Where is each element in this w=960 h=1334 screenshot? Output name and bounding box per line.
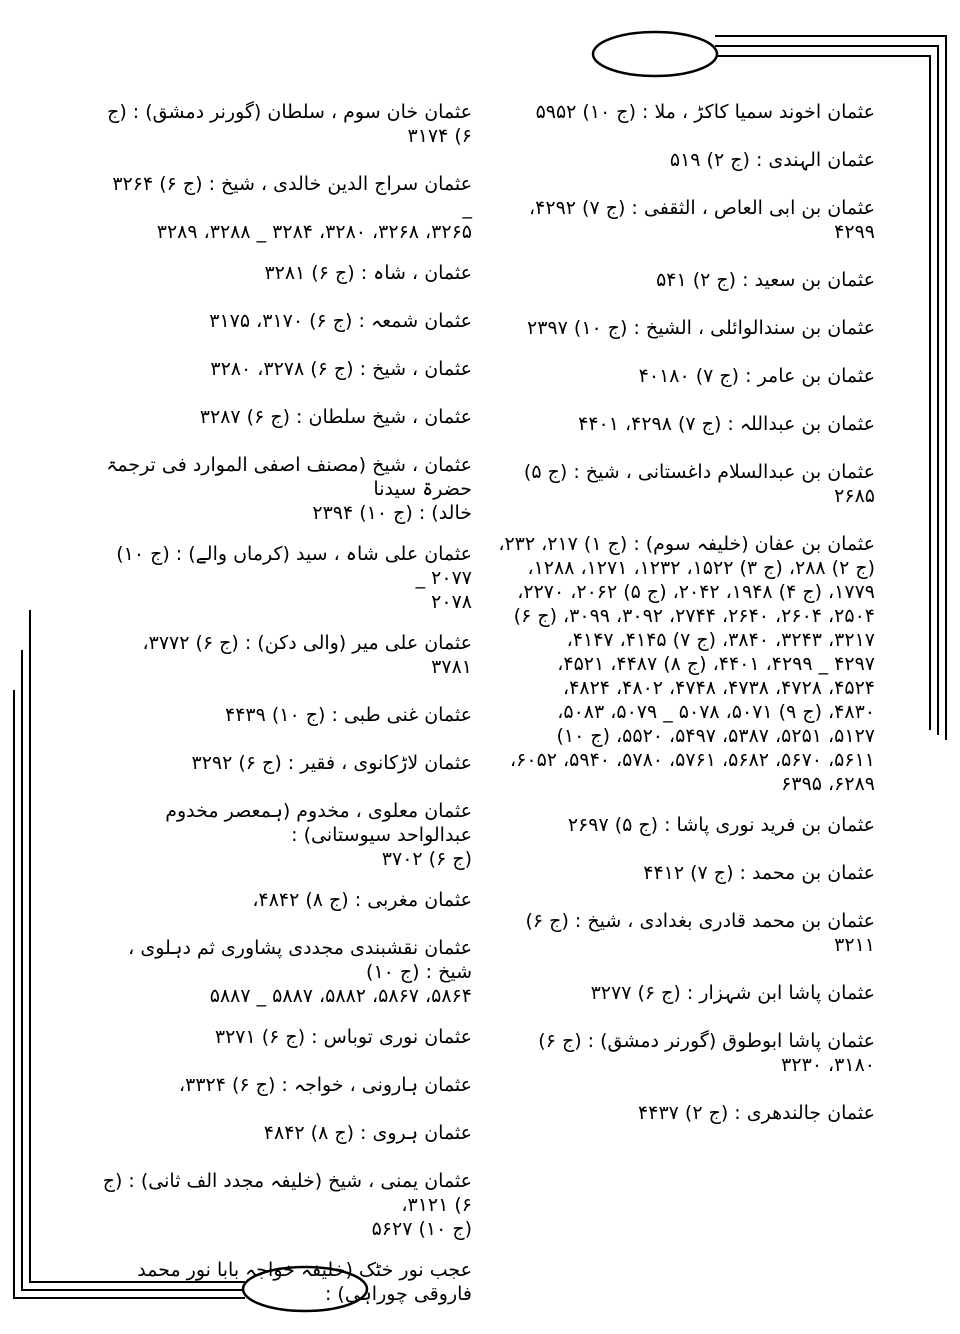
index-entry-line: عثمان علی میر (والی دکن) : (ج ۶) ۳۷۷۲، ۳۷۸۱ xyxy=(142,632,472,678)
index-entry-line: عثمان بن ابی العاص ، الثقفی : (ج ۷) ۴۲۹۲، ۴۲۹۹ xyxy=(529,197,875,243)
top-ornament-oval xyxy=(593,32,717,76)
index-entry-line: عثمان نقشبندی مجددی پشاوری ثم دہلوی ، شیخ : (ج ۱۰) xyxy=(128,937,472,983)
index-entry xyxy=(495,532,875,796)
index-entry xyxy=(100,100,472,148)
index-entry-line: ۶۲۸۹، ۶۳۹۵ xyxy=(781,773,875,795)
index-entry-line: عثمان اخوند سمیا کاکڑ ، ملا : (ج ۱۰) ۵۹۵۲ xyxy=(535,101,875,123)
index-entry-line: ۵۶۱۱، ۵۶۷۰، ۵۶۸۲، ۵۷۶۱، ۵۷۸۰، ۵۹۴۰، ۶۰۵۲، xyxy=(510,749,875,771)
index-entry-line: ۴۲۹۷ _ ۴۲۹۹، ۴۴۰۱، (ج ۸) ۴۴۸۷، ۴۵۲۱، xyxy=(557,653,875,675)
index-entry xyxy=(495,316,875,340)
index-entry-line: ۴۵۲۴، ۴۷۲۸، ۴۷۳۸، ۴۷۴۸، ۴۸۰۲، ۴۸۲۴، xyxy=(563,677,875,699)
index-entry-line: عثمان یمنی ، شیخ (خلیفہ مجدد الف ثانی) : (ج ۶) ۳۱۲۱، xyxy=(102,1170,472,1216)
index-entry-line: عثمان لاڑکانوی ، فقیر : (ج ۶) ۳۲۹۲ xyxy=(191,752,472,774)
index-entry-line: عثمان پاشا ابوطوق (گورنر دمشق) : (ج ۶) ۳۱۸۰، ۳۲۳۰ xyxy=(538,1030,875,1076)
index-entry xyxy=(100,1025,472,1049)
index-entry-line: عثمان ، شیخ سلطان : (ج ۶) ۳۲۸۷ xyxy=(199,406,472,428)
index-entry-line: عثمان ہروی : (ج ۸) ۴۸۴۲ xyxy=(263,1122,472,1144)
index-entry xyxy=(495,1029,875,1077)
index-entry xyxy=(100,309,472,333)
index-entry xyxy=(495,1101,875,1125)
index-entry xyxy=(100,357,472,381)
index-entry xyxy=(100,1121,472,1145)
index-entry xyxy=(100,405,472,429)
index-entry-line: عثمان بن عبدالسلام داغستانی ، شیخ : (ج ۵) ۲۶۸۵ xyxy=(523,461,875,507)
index-entry xyxy=(100,172,472,244)
index-entry-line: عثمان بن عفان (خلیفہ سوم) : (ج ۱) ۲۱۷، ۲۳۲، xyxy=(498,533,875,555)
index-entry xyxy=(100,453,472,525)
index-entry-line: (ج ۲) ۲۸۸، (ج ۳) ۱۵۲۲، ۱۲۳۲، ۱۲۷۱، ۱۲۸۸، xyxy=(527,557,875,579)
index-entry xyxy=(100,1258,472,1306)
index-entry xyxy=(495,148,875,172)
index-entry-line: عثمان مغربی : (ج ۸) ۴۸۴۲، xyxy=(252,889,472,911)
index-entry-line: عثمان غنی طبی : (ج ۱۰) ۴۴۳۹ xyxy=(225,704,472,726)
index-entry xyxy=(495,861,875,885)
index-entry-line: عثمان ہارونی ، خواجہ : (ج ۶) ۳۳۲۴، xyxy=(179,1074,472,1096)
index-entry xyxy=(100,631,472,679)
index-entry-line: عثمان بن عامر : (ج ۷) ۴۰۱۸۰ xyxy=(638,365,875,387)
index-entry-line: ۱۷۷۹، (ج ۴) ۱۹۴۸، ۲۰۴۲، (ج ۵) ۲۰۶۲، ۲۲۷۰، xyxy=(517,581,875,603)
index-entry-line: عثمان خان سوم ، سلطان (گورنر دمشق) : (ج ۶) ۳۱۷۴ xyxy=(107,101,472,147)
index-entry-line: عثمان شمعہ : (ج ۶) ۳۱۷۰، ۳۱۷۵ xyxy=(209,310,472,332)
index-entry-line: عثمان ، شاہ : (ج ۶) ۳۲۸۱ xyxy=(264,262,472,284)
index-entry-line: (ج ۶) ۳۷۰۲ xyxy=(381,848,472,870)
index-entry xyxy=(100,542,472,614)
index-entry xyxy=(495,364,875,388)
index-column-left xyxy=(100,100,472,1330)
index-entry-line: عجب نور خٹک (خلیفہ خواجہ بابا نور محمد فاروقی چوراہی) : xyxy=(137,1259,472,1305)
index-entry-line: عثمان معلوی ، مخدوم (ہمعصر مخدوم عبدالواحد سیوستانی) : xyxy=(165,800,472,846)
index-entry xyxy=(495,100,875,124)
index-entry xyxy=(495,268,875,292)
index-entry-line: خالد) : (ج ۱۰) ۲۳۹۴ xyxy=(312,502,472,524)
index-entry-line: عثمان پاشا ابن شہزار : (ج ۶) ۳۲۷۷ xyxy=(590,982,875,1004)
index-entry xyxy=(100,751,472,775)
index-column-right xyxy=(495,100,875,1149)
index-entry-line: عثمان ، شیخ : (ج ۶) ۳۲۷۸، ۳۲۸۰ xyxy=(210,358,472,380)
index-entry-line: ۲۰۷۸ xyxy=(431,591,472,613)
index-entry-line: عثمان بن سعید : (ج ۲) ۵۴۱ xyxy=(656,269,875,291)
index-entry xyxy=(495,981,875,1005)
index-entry xyxy=(100,1073,472,1097)
index-entry-line: (ج ۱۰) ۵۶۲۷ xyxy=(371,1218,472,1240)
index-entry xyxy=(100,1169,472,1241)
index-entry-line: عثمان علی شاہ ، سید (کرماں والے) : (ج ۱۰) ۲۰۷۷ _ xyxy=(116,543,472,589)
index-entry xyxy=(100,888,472,912)
index-entry-line: ۵۱۲۷، ۵۲۵۱، ۵۳۸۷، ۵۴۹۷، ۵۵۲۰، (ج ۱۰) xyxy=(556,725,875,747)
index-entry-line: ۴۸۳۰، (ج ۹) ۵۰۷۱، ۵۰۷۸ _ ۵۰۷۹، ۵۰۸۳، xyxy=(557,701,875,723)
index-entry-line: عثمان بن عبداللہ : (ج ۷) ۴۲۹۸، ۴۴۰۱ xyxy=(578,413,875,435)
index-entry-line: عثمان بن محمد قادری بغدادی ، شیخ : (ج ۶) ۳۲۱۱ xyxy=(525,910,875,956)
index-entry xyxy=(495,813,875,837)
index-entry xyxy=(495,412,875,436)
index-entry-line: عثمان الہندی : (ج ۲) ۵۱۹ xyxy=(669,149,875,171)
index-entry-line: عثمان بن محمد : (ج ۷) ۴۴۱۲ xyxy=(643,862,875,884)
index-entry-line: عثمان سراج الدین خالدی ، شیخ : (ج ۶) ۳۲۶۴ _ xyxy=(112,173,472,219)
index-entry-line: عثمان جالندھری : (ج ۲) ۴۴۳۷ xyxy=(638,1102,875,1124)
index-entry xyxy=(495,460,875,508)
index-entry-line: عثمان بن فرید نوری پاشا : (ج ۵) ۲۶۹۷ xyxy=(567,814,875,836)
index-entry xyxy=(100,703,472,727)
index-entry xyxy=(100,261,472,285)
index-entry xyxy=(100,799,472,871)
index-entry-line: عثمان ، شیخ (مصنف اصفی الموارد فی ترجمۃ حضرۃ سیدنا xyxy=(106,454,472,500)
index-entry-line: عثمان بن سندالوائلی ، الشیخ : (ج ۱۰) ۲۳۹۷ xyxy=(527,317,875,339)
index-entry-line: عثمان نوری توباس : (ج ۶) ۳۲۷۱ xyxy=(214,1026,472,1048)
index-entry xyxy=(100,936,472,1008)
index-entry-line: ۲۵۰۴، ۲۶۰۴، ۲۶۴۰، ۲۷۴۴، ۳۰۹۲، ۳۰۹۹، (ج ۶) xyxy=(513,605,875,627)
index-entry-line: ۳۲۱۷، ۳۲۴۳، ۳۸۴۰، (ج ۷) ۴۱۴۵، ۴۱۴۷، xyxy=(566,629,875,651)
index-entry xyxy=(495,909,875,957)
index-entry xyxy=(495,196,875,244)
index-entry-line: ۵۸۶۴، ۵۸۶۷، ۵۸۸۲، ۵۸۸۷ _ ۵۸۸۷ xyxy=(209,985,472,1007)
index-entry-line: ۳۲۶۵، ۳۲۶۸، ۳۲۸۰، ۳۲۸۴ _ ۳۲۸۸، ۳۲۸۹ xyxy=(156,221,472,243)
